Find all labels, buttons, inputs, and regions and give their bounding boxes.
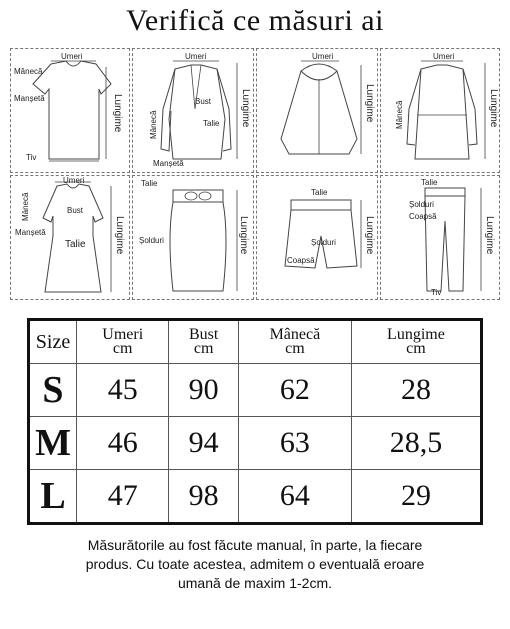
column-header-sleeve: [238, 320, 351, 364]
column-header-length: [351, 320, 481, 364]
shorts-label-hips: Șolduri: [311, 238, 336, 247]
figure-tshirt: [10, 48, 130, 173]
table-cell: 45: [77, 364, 169, 417]
note-line: Măsurătorile au fost făcute manual, în parte, la fiecare: [87, 537, 423, 553]
table-row: [29, 364, 482, 417]
table-row: [29, 470, 482, 524]
table-cell: 46: [77, 417, 169, 470]
figure-cape: [256, 48, 378, 173]
table-row: [29, 417, 482, 470]
column-unit: cm: [406, 340, 426, 357]
column-name: Umeri: [102, 326, 144, 343]
note-line: produs. Cu toate acestea, admitem o eventuală eroare: [85, 556, 425, 572]
table-cell: 98: [169, 470, 239, 524]
blazer-label-top: Umeri: [185, 52, 207, 61]
table-cell: 29: [351, 470, 481, 524]
table-cell: 62: [238, 364, 351, 417]
figure-blazer: [132, 48, 254, 173]
dress-label-top: Umeri: [63, 176, 85, 185]
cape-drawing: [257, 49, 378, 173]
figure-skirt: [132, 175, 254, 300]
size-label: L: [29, 470, 77, 524]
size-table: [27, 318, 483, 525]
skirt-label-hips: Șolduri: [139, 236, 164, 245]
tshirt-label-cuff: Manșetă: [14, 94, 45, 103]
figure-pants: [380, 175, 500, 300]
tshirt-label-hem: Tiv: [26, 153, 37, 162]
figure-dress: [10, 175, 130, 300]
coat-label-length: Lungime: [488, 89, 499, 128]
table-cell: 94: [169, 417, 239, 470]
column-header-bust: [169, 320, 239, 364]
size-label: M: [29, 417, 77, 470]
dress-label-sleeve: Mânecă: [21, 192, 30, 221]
coat-label-sleeve: Mânecă: [395, 100, 404, 129]
tshirt-label-sleeve: Mânecă: [14, 67, 43, 76]
column-unit: cm: [112, 340, 133, 357]
size-table-header: [29, 320, 482, 364]
skirt-label-waist: Talie: [141, 179, 158, 188]
pants-label-hem: Tiv: [431, 288, 442, 297]
pants-label-waist: Talie: [421, 178, 438, 187]
tshirt-label-top: Umeri: [61, 52, 83, 61]
note-line: umană de maxim 1-2cm.: [177, 575, 333, 591]
size-label: S: [29, 364, 77, 417]
column-header-shoulders: [77, 320, 169, 364]
column-name: Bust: [188, 326, 219, 343]
dress-label-bust: Bust: [67, 206, 84, 215]
shorts-label-thigh: Coapsă: [287, 256, 315, 265]
size-column-header: Size: [29, 320, 77, 364]
table-cell: 47: [77, 470, 169, 524]
disclaimer-note: [30, 536, 480, 593]
shorts-label-waist: Talie: [311, 188, 328, 197]
cape-label-top: Umeri: [312, 52, 334, 61]
dress-label-waist: Talie: [65, 239, 86, 250]
measurement-guide: [10, 48, 500, 300]
pants-label-hips: Șolduri: [409, 200, 434, 209]
blazer-label-sleeve: Mânecă: [149, 110, 158, 139]
cape-label-length: Lungime: [364, 84, 375, 123]
page-title: Verifică ce măsuri ai: [126, 4, 384, 37]
blazer-label-bust: Bust: [195, 97, 212, 106]
table-cell: 28: [351, 364, 481, 417]
pants-drawing: [381, 176, 500, 300]
column-name: Lungime: [387, 326, 445, 343]
figure-shorts: [256, 175, 378, 300]
shorts-label-length: Lungime: [364, 216, 375, 255]
dress-label-cuff: Manșetă: [15, 228, 46, 237]
pants-label-length: Lungime: [484, 216, 495, 255]
table-cell: 28,5: [351, 417, 481, 470]
table-cell: 90: [169, 364, 239, 417]
skirt-label-length: Lungime: [238, 216, 249, 255]
column-name: Mânecă: [269, 326, 321, 343]
column-unit: cm: [285, 340, 305, 357]
pants-label-thigh: Coapsă: [409, 212, 437, 221]
table-cell: 63: [238, 417, 351, 470]
blazer-label-waist: Talie: [203, 119, 220, 128]
blazer-label-length: Lungime: [240, 89, 251, 128]
table-cell: 64: [238, 470, 351, 524]
column-unit: cm: [193, 340, 214, 357]
figure-coat: [380, 48, 500, 173]
coat-label-top: Umeri: [433, 52, 455, 61]
blazer-label-cuff: Manșetă: [153, 159, 184, 168]
dress-label-length: Lungime: [114, 216, 125, 255]
tshirt-label-length: Lungime: [112, 94, 123, 133]
